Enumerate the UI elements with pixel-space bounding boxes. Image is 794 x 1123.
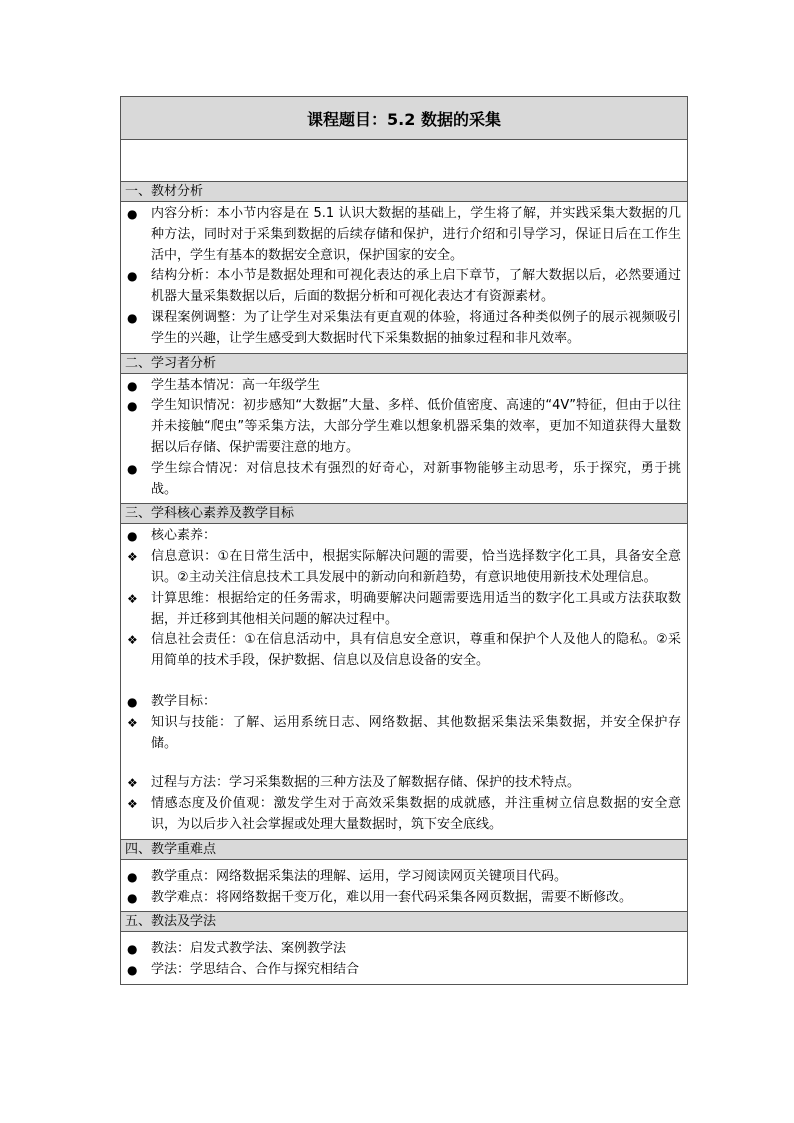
list-item-text: 教学目标： xyxy=(151,693,217,709)
bullet-icon: ● xyxy=(127,942,138,957)
list-item xyxy=(127,939,681,960)
list-item-text: 教学重点：网络数据采集法的理解、运用，学习阅读网页关键项目代码。 xyxy=(151,868,568,884)
list-item-text: 学生综合情况：对信息技术有强烈的好奇心，对新事物能够主动思考，乐于探究，勇于挑战。 xyxy=(151,460,681,497)
list-item-text: 信息意识：①在日常生活中，根据实际解决问题的需要，恰当选择数字化工具，具备安全意识。②主动关注信息技术工具发展中的新动向和新趋势，有意识地使用新技术处理信息。 xyxy=(151,549,681,585)
list-item-text: 学法：学思结合、合作与探究相结合 xyxy=(151,962,360,978)
spacer xyxy=(127,672,681,692)
bullet-icon: ● xyxy=(127,310,138,325)
list-item xyxy=(127,547,681,589)
list-item-text: 知识与技能：了解、运用系统日志、网络数据、其他数据采集法采集数据，并安全保护存储。 xyxy=(151,714,681,751)
list-item xyxy=(127,773,681,794)
section-body-methods xyxy=(121,932,687,984)
diamond-icon: ❖ xyxy=(127,776,138,791)
section-body-key-difficult-points xyxy=(121,860,687,913)
list-item xyxy=(127,308,681,350)
blank-row xyxy=(121,140,687,182)
section-heading-key-difficult-points: 四、教学重难点 xyxy=(121,840,687,860)
list-item xyxy=(127,459,681,501)
list-item xyxy=(127,794,681,836)
list-item xyxy=(127,266,681,308)
course-title: 课程题目：5.2 数据的采集 xyxy=(121,97,687,140)
bullet-icon: ● xyxy=(127,461,138,476)
bullet-icon: ● xyxy=(127,399,138,414)
section-body-learner-analysis xyxy=(121,374,687,505)
list-item-text: 教法：启发式教学法、案例教学法 xyxy=(151,941,347,957)
list-item xyxy=(127,713,681,755)
list-item-text: 学生知识情况：初步感知“大数据”大量、多样、低价值密度、高速的“4V”特征，但由于以往并未接触“爬虫”等采集方法，大部分学生难以想象机器采集的效率，更加不知道获得大量数据以后存储、保护需要注意的地方。 xyxy=(151,398,681,455)
bullet-icon: ● xyxy=(127,890,138,905)
list-item xyxy=(127,630,681,672)
spacer xyxy=(127,754,681,773)
list-item xyxy=(127,960,681,981)
list-item-text: 核心素养： xyxy=(151,528,217,544)
list-item xyxy=(127,867,681,888)
section-heading-learner-analysis: 二、学习者分析 xyxy=(121,354,687,374)
diamond-icon: ❖ xyxy=(127,633,138,648)
list-item-text: 过程与方法：学习采集数据的三种方法及了解数据存储、保护的技术特点。 xyxy=(151,775,581,791)
diamond-icon: ❖ xyxy=(127,797,138,812)
list-item-text: 情感态度及价值观：激发学生对于高效采集数据的成就感，并注重树立信息数据的安全意识，为以后步入社会掌握或处理大量数据时，筑下安全底线。 xyxy=(151,796,681,832)
list-item xyxy=(127,396,681,458)
list-item xyxy=(127,888,681,909)
bullet-icon: ● xyxy=(127,529,138,544)
list-item-text: 信息社会责任：①在信息活动中，具有信息安全意识，尊重和保护个人及他人的隐私。②采用简单的技术手段，保护数据、信息以及信息设备的安全。 xyxy=(151,632,681,669)
list-item-text: 计算思维：根据给定的任务需求，明确要解决问题需要选用适当的数字化工具或方法获取数据，并迁移到其他相关问题的解决过程中。 xyxy=(151,590,681,627)
bullet-icon: ● xyxy=(127,378,138,393)
section-heading-methods: 五、教法及学法 xyxy=(121,912,687,932)
section-body-textbook-analysis xyxy=(121,202,687,354)
section-heading-textbook-analysis: 一、教材分析 xyxy=(121,182,687,202)
diamond-icon: ❖ xyxy=(127,591,138,606)
list-item-text: 学生基本情况：高一年级学生 xyxy=(151,377,321,393)
list-item-text: 结构分析：本小节是数据处理和可视化表达的承上启下章节，了解大数据以后，必然要通过机器大量采集数据以后，后面的数据分析和可视化表达才有资源素材。 xyxy=(151,268,681,305)
list-item xyxy=(127,204,681,266)
bullet-icon: ● xyxy=(127,963,138,978)
section-body-core-literacy-goals xyxy=(121,524,687,839)
bullet-icon: ● xyxy=(127,694,138,709)
bullet-icon: ● xyxy=(127,869,138,884)
list-item-text: 课程案例调整：为了让学生对采集法有更直观的体验，将通过各种类似例子的展示视频吸引学生的兴趣，让学生感受到大数据时代下采集数据的抽象过程和非凡效率。 xyxy=(151,309,681,346)
list-item xyxy=(127,376,681,397)
list-item-text: 教学难点：将网络数据千变万化，难以用一套代码采集各网页数据，需要不断修改。 xyxy=(151,889,633,905)
list-item-text: 内容分析：本小节内容是在 5.1 认识大数据的基础上，学生将了解，并实践采集大数据的几种方法，同时对于采集到数据的后续存储和保护，进行介绍和引导学习，保证日后在工作生活中，学生有基本的数据安全意识，保护国家的安全。 xyxy=(151,206,681,263)
section-heading-core-literacy-goals: 三、学科核心素养及教学目标 xyxy=(121,504,687,524)
bullet-icon: ● xyxy=(127,269,138,284)
bullet-icon: ● xyxy=(127,207,138,221)
lesson-plan-table xyxy=(120,96,688,985)
list-item xyxy=(127,526,681,547)
diamond-icon: ❖ xyxy=(127,715,138,730)
list-item xyxy=(127,692,681,713)
list-item xyxy=(127,589,681,631)
diamond-icon: ❖ xyxy=(127,550,138,565)
